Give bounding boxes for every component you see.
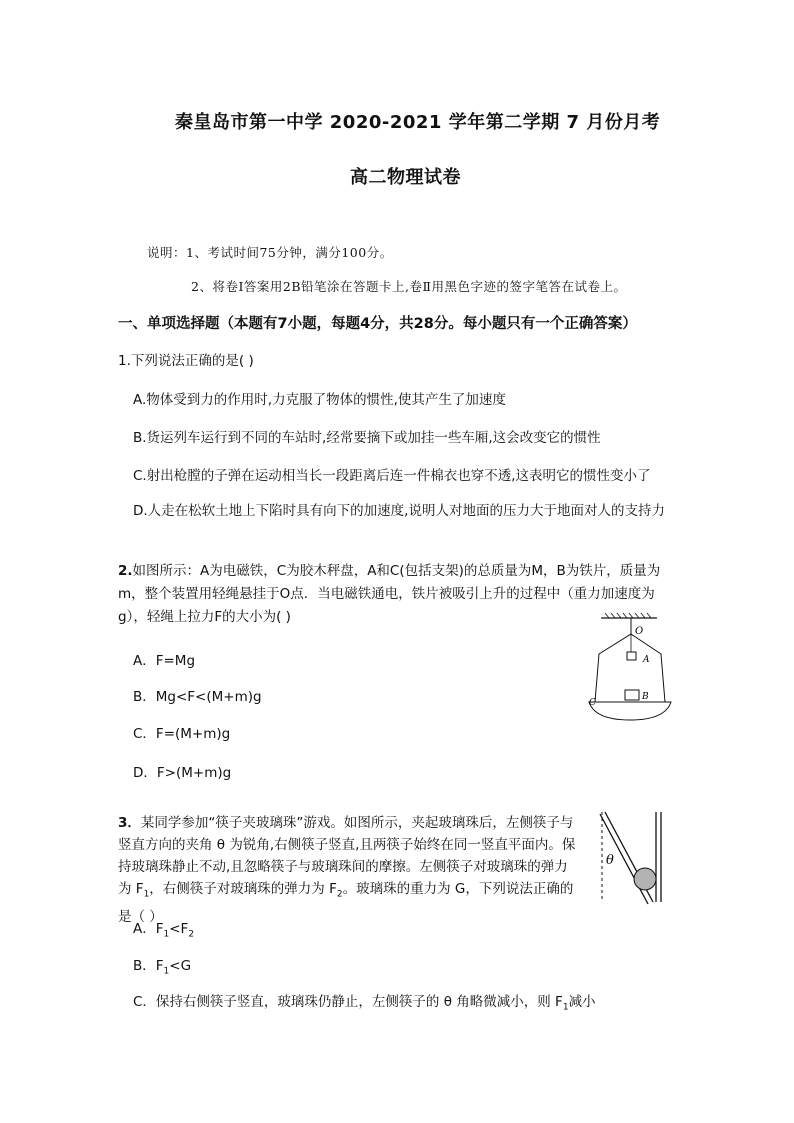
q1-option-a: A.物体受到力的作用时,力克服了物体的惯性,使其产生了加速度 <box>133 392 506 408</box>
q3-option-b-sub: 1 <box>163 966 170 977</box>
q3-option-b-2: <G <box>169 958 192 974</box>
note-line-1: 说明：1、考试时间75分钟，满分100分。 <box>147 245 393 260</box>
q3-option-a-sub-2: 2 <box>188 929 195 940</box>
q3-text-1: 某同学参加“筷子夹玻璃珠”游戏。如图所示，夹起玻璃珠后，左侧筷子与竖直方向的夹角 θ 为锐角,右侧筷子竖直,且两筷子始终在同一竖直平面内。保持玻璃珠静止不动,且忽略筷子与玻璃珠间的摩擦。左侧筷子对玻璃珠的弹力为 F <box>118 815 576 897</box>
q2-option-c: C．F=(M+m)g <box>133 726 231 742</box>
q2-figure-label-o: O <box>635 626 644 637</box>
q2-figure-label-b: B <box>642 692 649 702</box>
q3-text-3: 。玻璃珠的重力为 G，下列说法正确的是（ ） <box>118 881 574 925</box>
q2-text: 如图所示：A为电磁铁，C为胶木秤盘，A和C(包括支架)的总质量为M，B为铁片，质量为m，整个装置用轻绳悬挂于O点．当电磁铁通电，铁片被吸引上升的过程中（重力加速度为g），轻绳上拉力F的大小为( ) <box>118 563 661 625</box>
q3-option-c <box>133 990 596 1013</box>
q1-option-b: B.货运列车运行到不同的车站时,经常要摘下或加挂一些车厢,这会改变它的惯性 <box>133 430 601 446</box>
q3-option-a-2: <F <box>169 921 189 937</box>
q3-option-a <box>133 917 194 940</box>
q3-text-sub-1: 1 <box>143 889 150 900</box>
q3-stem <box>118 812 580 928</box>
q3-figure <box>592 808 672 908</box>
q2-figure <box>585 612 675 724</box>
q3-option-b <box>133 954 191 977</box>
q3-option-b-1: B．F <box>133 958 164 974</box>
note-line-2: 2、将卷Ⅰ答案用2B铅笔涂在答题卡上,卷Ⅱ用黑色字迹的签字笔答在试卷上。 <box>191 279 627 294</box>
q1-option-d: D.人走在松软土地上下陷时具有向下的加速度,说明人对地面的压力大于地面对人的支持力 <box>133 503 665 519</box>
q3-option-c-2: 减小 <box>568 994 596 1010</box>
q3-number: 3． <box>118 815 141 831</box>
exam-title: 秦皇岛市第一中学 2020-2021 学年第二学期 7 月份月考 <box>175 112 661 133</box>
q3-option-a-sub-1: 1 <box>163 929 170 940</box>
q1-option-c: C.射出枪膛的子弹在运动相当长一段距离后连一件棉衣也穿不透,这表明它的惯性变小了 <box>133 468 651 484</box>
q2-option-a: A．F=Mg <box>133 653 196 669</box>
q2-figure-label-a: A <box>643 655 650 665</box>
q1-stem: 1.下列说法正确的是( ) <box>118 353 254 369</box>
q3-figure-theta: θ <box>606 853 614 868</box>
q3-text-sub-2: 2 <box>336 889 343 900</box>
q2-option-d: D．F>(M+m)g <box>133 765 232 781</box>
q3-option-a-1: A．F <box>133 921 164 937</box>
q3-option-c-1: C．保持右侧筷子竖直，玻璃珠仍静止，左侧筷子的 θ 角略微减小，则 F <box>133 994 563 1010</box>
q3-text-2: ，右侧筷子对玻璃珠的弹力为 F <box>149 881 337 897</box>
section-heading: 一、单项选择题（本题有7小题，每题4分，共28分。每小题只有一个正确答案） <box>118 316 637 332</box>
q2-figure-label-c: C <box>589 698 596 708</box>
q2-number: 2. <box>118 563 133 579</box>
q3-option-c-sub: 1 <box>562 1002 569 1013</box>
exam-subtitle: 高二物理试卷 <box>350 167 461 188</box>
q2-option-b: B．Mg<F<(M+m)g <box>133 689 262 705</box>
